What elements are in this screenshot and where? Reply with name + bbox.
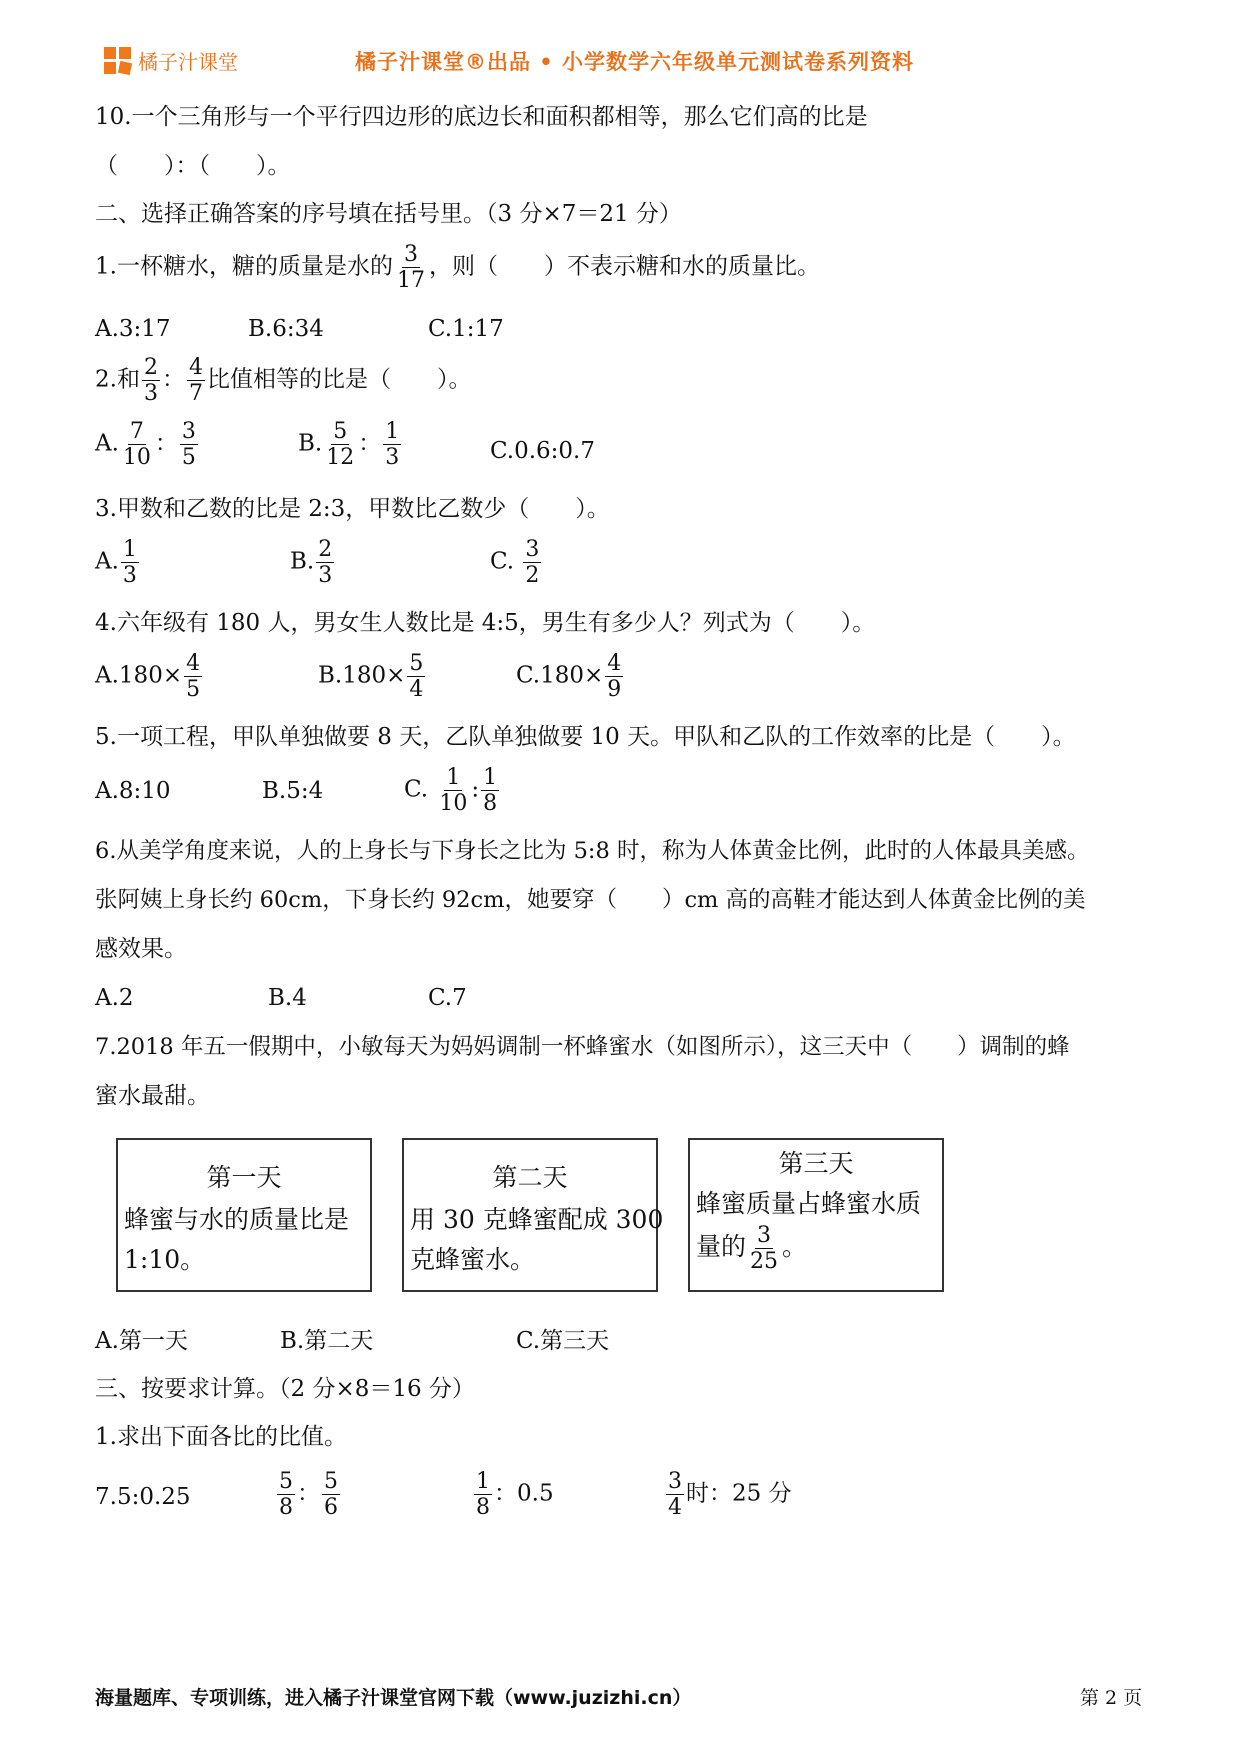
fraction bbox=[407, 652, 425, 701]
numerator: 5 bbox=[279, 1469, 293, 1494]
s2-question-5: 5.一项工程，甲队单独做要 8 天，乙队单独做要 10 天。甲队和乙队的工作效率的比是（ ）。 bbox=[95, 724, 1076, 750]
denominator: 4 bbox=[409, 677, 424, 703]
option-label: B. bbox=[290, 548, 315, 575]
fraction bbox=[605, 652, 623, 701]
s2-question-1 bbox=[95, 243, 820, 292]
q2-option-b bbox=[298, 420, 403, 469]
option-label: C.180× bbox=[516, 662, 604, 689]
q2-option-a bbox=[95, 420, 200, 469]
numerator: 1 bbox=[122, 537, 137, 562]
q3-option-a bbox=[95, 538, 141, 587]
day3-line1: 蜂蜜质量占蜂蜜水质 bbox=[696, 1189, 922, 1218]
denominator: 8 bbox=[476, 1495, 490, 1521]
expression-tail: ：0.5 bbox=[494, 1480, 554, 1507]
fraction bbox=[324, 420, 356, 469]
q5-option-c bbox=[404, 766, 501, 815]
numerator: 3 bbox=[668, 1469, 682, 1494]
q2-option-c: C.0.6:0.7 bbox=[490, 438, 595, 464]
numerator: 1 bbox=[385, 419, 400, 444]
numerator: 3 bbox=[181, 419, 196, 444]
day2-line1: 用 30 克蜂蜜配成 300 bbox=[410, 1205, 664, 1234]
day1-title: 第一天 bbox=[206, 1163, 282, 1192]
option-label: B. bbox=[298, 430, 323, 457]
fraction bbox=[474, 1470, 492, 1519]
q6-option-b: B.4 bbox=[268, 985, 307, 1011]
q7-option-a: A.第一天 bbox=[95, 1328, 188, 1354]
denominator: 7 bbox=[188, 381, 203, 407]
q5-option-b: B.5:4 bbox=[262, 778, 324, 804]
page-number: 第 2 页 bbox=[1080, 1687, 1143, 1709]
numerator: 3 bbox=[757, 1223, 772, 1248]
fraction bbox=[316, 538, 334, 587]
denominator: 8 bbox=[279, 1495, 293, 1521]
s2-question-3: 3.甲数和乙数的比是 2:3，甲数比乙数少（ ）。 bbox=[95, 496, 610, 522]
page-header bbox=[0, 42, 1240, 82]
fraction bbox=[180, 420, 198, 469]
option-label: C. bbox=[404, 776, 429, 803]
s2-question-7-line1: 7.2018 年五一假期中，小敏每天为妈妈调制一杯蜂蜜水（如图所示），这三天中（ ）调制的蜂 bbox=[95, 1034, 1070, 1060]
question-10-line1: 10.一个三角形与一个平行四边形的底边长和面积都相等，那么它们高的比是 bbox=[95, 104, 868, 130]
denominator: 3 bbox=[318, 563, 333, 589]
fraction bbox=[383, 420, 401, 469]
numerator: 2 bbox=[318, 537, 333, 562]
q2-text-pre: 2.和 bbox=[95, 366, 140, 393]
day2-title: 第二天 bbox=[492, 1163, 568, 1192]
q1-option-a: A.3:17 bbox=[95, 316, 171, 342]
fraction bbox=[666, 1470, 684, 1519]
denominator: 6 bbox=[324, 1495, 338, 1521]
day3-line2-post: 。 bbox=[782, 1232, 808, 1262]
fraction bbox=[748, 1224, 780, 1273]
s2-question-6-line1: 6.从美学角度来说，人的上身长与下身长之比为 5:8 时，称为人体黄金比例，此时的人体最具美感。 bbox=[95, 838, 1090, 864]
numerator: 5 bbox=[409, 651, 424, 676]
numerator: 5 bbox=[324, 1469, 338, 1494]
section3-heading: 三、按要求计算。（2 分×8＝16 分） bbox=[95, 1376, 475, 1402]
q1-option-c: C.1:17 bbox=[428, 316, 504, 342]
denominator: 2 bbox=[525, 563, 540, 589]
s3-question-1: 1.求出下面各比的比值。 bbox=[95, 1424, 347, 1450]
denominator: 25 bbox=[750, 1249, 779, 1275]
option-label: A. bbox=[95, 430, 119, 457]
q1-text-post: ，则（ ）不表示糖和水的质量比。 bbox=[428, 253, 820, 280]
fraction bbox=[121, 538, 139, 587]
expression-tail: 时：25 分 bbox=[686, 1480, 792, 1507]
s2-question-2 bbox=[95, 356, 471, 405]
calc-expression-4 bbox=[664, 1470, 792, 1519]
fraction bbox=[142, 356, 160, 405]
denominator: 9 bbox=[607, 677, 622, 703]
option-label: A. bbox=[95, 548, 119, 575]
q4-option-a bbox=[95, 652, 204, 701]
numerator: 5 bbox=[333, 419, 348, 444]
numerator: 1 bbox=[446, 765, 461, 790]
denominator: 10 bbox=[122, 445, 151, 471]
denominator: 5 bbox=[181, 445, 196, 471]
question-10-line2: （ ）：（ ）。 bbox=[95, 153, 291, 179]
s2-question-7-line2: 蜜水最甜。 bbox=[95, 1083, 210, 1109]
fraction bbox=[481, 766, 499, 815]
numerator: 2 bbox=[143, 355, 158, 380]
option-label: C. bbox=[490, 548, 515, 575]
q7-option-b: B.第二天 bbox=[280, 1328, 374, 1354]
day3-title: 第三天 bbox=[778, 1149, 854, 1178]
ratio-sign: ： bbox=[154, 430, 178, 457]
calc-expression-3 bbox=[472, 1470, 554, 1519]
fraction bbox=[187, 356, 205, 405]
calc-expression-1: 7.5:0.25 bbox=[95, 1484, 191, 1510]
denominator: 4 bbox=[668, 1495, 682, 1521]
numerator: 3 bbox=[525, 537, 540, 562]
q6-option-c: C.7 bbox=[428, 985, 467, 1011]
ratio-sign: ： bbox=[161, 366, 185, 393]
q1-option-b: B.6:34 bbox=[248, 316, 324, 342]
s2-question-4: 4.六年级有 180 人，男女生人数比是 4:5，男生有多少人？列式为（ ）。 bbox=[95, 610, 876, 636]
numerator: 4 bbox=[607, 651, 622, 676]
numerator: 1 bbox=[476, 1469, 490, 1494]
ratio-sign: : bbox=[471, 776, 480, 803]
day1-line2: 1:10。 bbox=[124, 1245, 206, 1274]
fraction bbox=[121, 420, 153, 469]
s2-question-6-line3: 感效果。 bbox=[95, 936, 187, 962]
s2-question-6-line2: 张阿姨上身长约 60cm，下身长约 92cm，她要穿（ ）cm 高的高鞋才能达到人体黄金比例的美 bbox=[95, 887, 1086, 913]
ratio-sign: ： bbox=[297, 1480, 320, 1507]
q2-text-post: 比值相等的比是（ ）。 bbox=[206, 366, 472, 393]
q4-option-c bbox=[516, 652, 625, 701]
ratio-sign: ： bbox=[358, 430, 382, 457]
fraction bbox=[277, 1470, 295, 1519]
fraction bbox=[523, 538, 541, 587]
fraction bbox=[437, 766, 469, 815]
q3-option-c bbox=[490, 538, 543, 587]
calc-expression-2 bbox=[275, 1470, 342, 1519]
denominator: 12 bbox=[326, 445, 355, 471]
numerator: 7 bbox=[129, 419, 144, 444]
fraction bbox=[395, 243, 427, 292]
option-label: B.180× bbox=[318, 662, 406, 689]
day1-card bbox=[116, 1138, 372, 1292]
option-label: A.180× bbox=[95, 662, 183, 689]
numerator: 3 bbox=[403, 242, 418, 267]
denominator: 5 bbox=[186, 677, 201, 703]
fraction bbox=[184, 652, 202, 701]
numerator: 4 bbox=[186, 651, 201, 676]
header-title: 橘子汁课堂®出品 • 小学数学六年级单元测试卷系列资料 bbox=[355, 50, 915, 74]
day3-card bbox=[688, 1138, 944, 1292]
day2-card bbox=[402, 1138, 664, 1292]
numerator: 1 bbox=[483, 765, 498, 790]
brand-logo bbox=[104, 46, 238, 75]
footer-text: 海量题库、专项训练，进入橘子汁课堂官网下载（www.juzizhi.cn） bbox=[95, 1687, 692, 1709]
q4-option-b bbox=[318, 652, 427, 701]
q6-option-a: A.2 bbox=[95, 985, 134, 1011]
denominator: 3 bbox=[122, 563, 137, 589]
q5-option-a: A.8:10 bbox=[95, 778, 171, 804]
denominator: 17 bbox=[396, 268, 425, 294]
denominator: 3 bbox=[385, 445, 400, 471]
numerator: 4 bbox=[188, 355, 203, 380]
fraction bbox=[322, 1470, 340, 1519]
q1-text-pre: 1.一杯糖水，糖的质量是水的 bbox=[95, 253, 393, 280]
day1-line1: 蜂蜜与水的质量比是 bbox=[124, 1205, 350, 1234]
day3-line2-pre: 量的 bbox=[696, 1232, 747, 1262]
denominator: 10 bbox=[439, 791, 468, 817]
q3-option-b bbox=[290, 538, 336, 587]
section2-heading: 二、选择正确答案的序号填在括号里。（3 分×7＝21 分） bbox=[95, 201, 682, 227]
denominator: 8 bbox=[483, 791, 498, 817]
denominator: 3 bbox=[143, 381, 158, 407]
day3-line2 bbox=[696, 1224, 807, 1273]
q7-option-c: C.第三天 bbox=[516, 1328, 610, 1354]
day2-line2: 克蜂蜜水。 bbox=[410, 1245, 536, 1274]
logo-icon bbox=[104, 47, 132, 75]
logo-text: 橘子汁课堂 bbox=[138, 50, 238, 74]
